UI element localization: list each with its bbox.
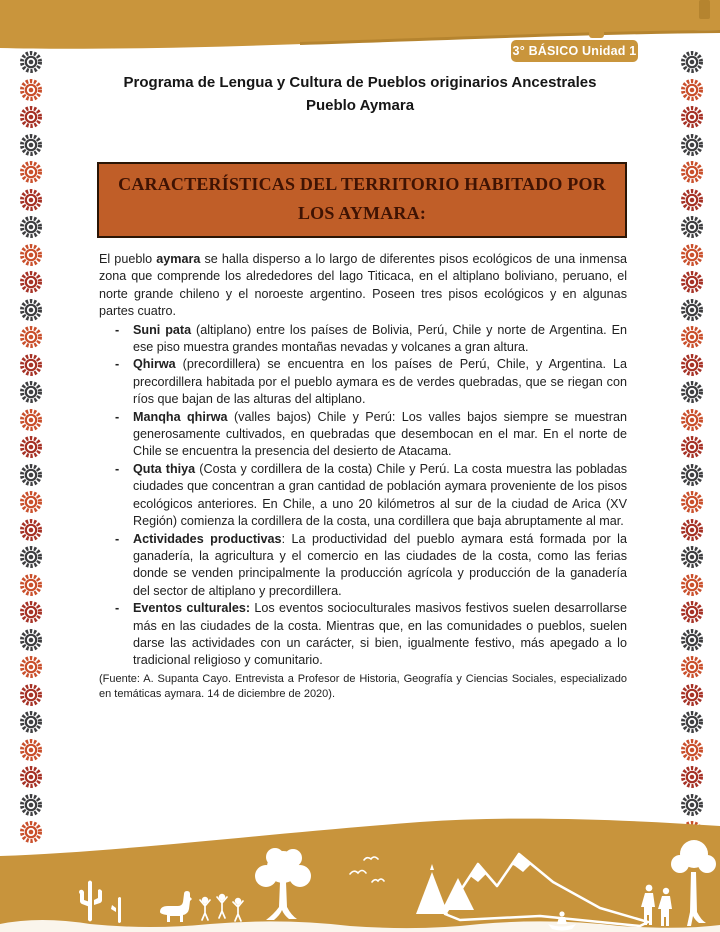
bullet-dash: - bbox=[115, 461, 120, 476]
rosette-motif bbox=[19, 133, 43, 157]
unit-badge: 3° BÁSICO Unidad 1 bbox=[511, 40, 638, 62]
bullet-term: Manqha qhirwa bbox=[133, 409, 228, 424]
rosette-motif bbox=[680, 765, 704, 789]
bullet-term: Actividades productivas bbox=[133, 531, 282, 546]
rosette-motif bbox=[680, 78, 704, 102]
document-header bbox=[0, 71, 720, 117]
rosette-motif bbox=[680, 655, 704, 679]
rosette-motif bbox=[19, 710, 43, 734]
rosette-motif bbox=[19, 243, 43, 267]
bullet-text: (Costa y cordillera de la costa) Chile y Perú. La costa muestra las pobladas ciudades que concentran a gran cantidad de población aymara proveniente de los pisos ecológicos anteriores. En Chile, a uno 20 kilómetros al sur de la ciudad de Arica (XV Región) comienza la cordillera de la costa, una cordillera que baja abruptamente al mar. bbox=[133, 461, 627, 529]
intro-paragraph bbox=[99, 251, 627, 321]
bullet-item-qhirwa bbox=[99, 356, 627, 408]
rosette-motif bbox=[19, 105, 43, 129]
document-subtitle: Pueblo Aymara bbox=[305, 97, 415, 114]
bullet-term: Quta thiya bbox=[133, 461, 196, 476]
bullet-dash: - bbox=[115, 601, 120, 616]
rosette-motif bbox=[19, 628, 43, 652]
bullet-text: Los eventos socioculturales masivos festivos suelen desarrollarse más en las ciudades de la costa. Mientras que, en las comunidades o pueblos, suelen darse las actividades con un carácter, si bien, igualmente festivo, más apegado a lo tradicional religioso y comunitario. bbox=[133, 601, 627, 668]
intro-post: se halla disperso a lo largo de diferentes pisos ecológicos de una inmensa zona que comprende los alrededores del lago Titicaca, en el altiplano boliviano, peruano, el norte grande chileno y el noroeste argentino. Poseen tres pisos ecológicos y en algunas partes cuatro. bbox=[99, 252, 628, 319]
bullet-text: (valles bajos) Chile y Perú: Los valles bajos siempre se muestran generosamente cultivados, en quebradas que desembocan en el mar. En el norte de Chile se encuentra la presencia del desierto de Atacama. bbox=[133, 409, 627, 459]
footer-gold-wave bbox=[0, 819, 720, 932]
rosette-motif bbox=[680, 600, 704, 624]
bullet-text: (altiplano) entre los países de Bolivia, Perú, Chile y norte de Argentina. En ese piso muestra grandes montañas nevadas y volcanes a gran altura. bbox=[133, 322, 627, 355]
bullet-item-manqha-qhirwa bbox=[99, 409, 627, 461]
bullet-item-eventos bbox=[99, 600, 627, 670]
bullet-item-suni-pata bbox=[99, 322, 627, 357]
rosette-motif bbox=[680, 408, 704, 432]
rosette-motif bbox=[680, 628, 704, 652]
rosette-motif bbox=[680, 353, 704, 377]
rosette-motif bbox=[680, 738, 704, 762]
bullet-item-quta-thiya bbox=[99, 461, 627, 531]
rosette-motif bbox=[19, 463, 43, 487]
rosette-motif bbox=[680, 683, 704, 707]
rosette-motif bbox=[19, 518, 43, 542]
rosette-motif bbox=[19, 215, 43, 239]
bullet-dash: - bbox=[115, 531, 120, 546]
rosette-motif bbox=[19, 435, 43, 459]
rosette-motif bbox=[680, 435, 704, 459]
rosette-motif bbox=[19, 188, 43, 212]
section-heading: CARACTERÍSTICAS DEL TERRITORIO HABITADO POR LOS AYMARA: bbox=[97, 162, 627, 238]
rosette-motif bbox=[680, 573, 704, 597]
rosette-motif bbox=[19, 50, 43, 74]
bullet-dash: - bbox=[115, 322, 120, 337]
rosette-motif bbox=[19, 683, 43, 707]
rosette-motif bbox=[680, 325, 704, 349]
rosette-motif bbox=[680, 298, 704, 322]
bullet-dash: - bbox=[115, 357, 120, 372]
footer-illustration bbox=[0, 812, 720, 932]
bullet-term: Qhirwa bbox=[133, 357, 176, 372]
bullet-text: : La productividad del pueblo aymara está formada por la ganadería, la agricultura y el comercio en las ciudades de la costa, como las ferias donde se venden principalmente la producción agrícola y producción de la ganadería del sector de altiplano y precordillera. bbox=[133, 531, 627, 598]
rosette-motif bbox=[680, 105, 704, 129]
bullet-item-actividades bbox=[99, 531, 627, 601]
rosette-motif bbox=[680, 243, 704, 267]
rosette-motif bbox=[680, 380, 704, 404]
rosette-motif bbox=[680, 545, 704, 569]
rosette-motif bbox=[19, 490, 43, 514]
bullet-dash: - bbox=[115, 409, 120, 424]
rosette-motif bbox=[680, 463, 704, 487]
rosette-motif bbox=[680, 50, 704, 74]
rosette-motif bbox=[19, 325, 43, 349]
bullet-term: Eventos culturales: bbox=[133, 601, 251, 616]
intro-pre: El pueblo bbox=[99, 252, 157, 266]
rosette-motif bbox=[680, 490, 704, 514]
rosette-motif bbox=[680, 518, 704, 542]
rosette-motif bbox=[19, 380, 43, 404]
bullet-text: (precordillera) se encuentra en los países de Perú, Chile, y Argentina. La precordillera habitada por el pueblo aymara es de verdes quebradas, que se riegan con ríos que bajan de las alturas del altiplano. bbox=[133, 357, 627, 407]
bullet-list bbox=[99, 322, 627, 670]
rosette-motif bbox=[19, 600, 43, 624]
rosette-motif bbox=[680, 710, 704, 734]
rosette-motif bbox=[680, 215, 704, 239]
rosette-motif bbox=[680, 133, 704, 157]
intro-bold-term: aymara bbox=[156, 252, 201, 266]
rosette-motif bbox=[19, 738, 43, 762]
rosette-motif bbox=[19, 545, 43, 569]
rosette-motif bbox=[19, 270, 43, 294]
bullet-term: Suni pata bbox=[133, 322, 192, 337]
rosette-motif bbox=[19, 160, 43, 184]
rosette-motif bbox=[19, 655, 43, 679]
program-title: Programa de Lengua y Cultura de Pueblos originarios Ancestrales bbox=[123, 74, 597, 91]
rosette-motif bbox=[19, 298, 43, 322]
rosette-motif bbox=[680, 270, 704, 294]
rosette-motif bbox=[19, 765, 43, 789]
rosette-motif bbox=[19, 353, 43, 377]
document-body bbox=[99, 251, 627, 702]
right-border-pattern bbox=[680, 50, 704, 844]
source-note: (Fuente: A. Supanta Cayo. Entrevista a Profesor de Historia, Geografía y Ciencias Sociales, especializado en temáticas aymara. 14 de diciembre de 2020). bbox=[99, 672, 627, 700]
rosette-motif bbox=[680, 188, 704, 212]
left-border-pattern bbox=[19, 50, 43, 844]
rosette-motif bbox=[19, 78, 43, 102]
rosette-motif bbox=[19, 408, 43, 432]
rosette-motif bbox=[19, 573, 43, 597]
rosette-motif bbox=[680, 160, 704, 184]
